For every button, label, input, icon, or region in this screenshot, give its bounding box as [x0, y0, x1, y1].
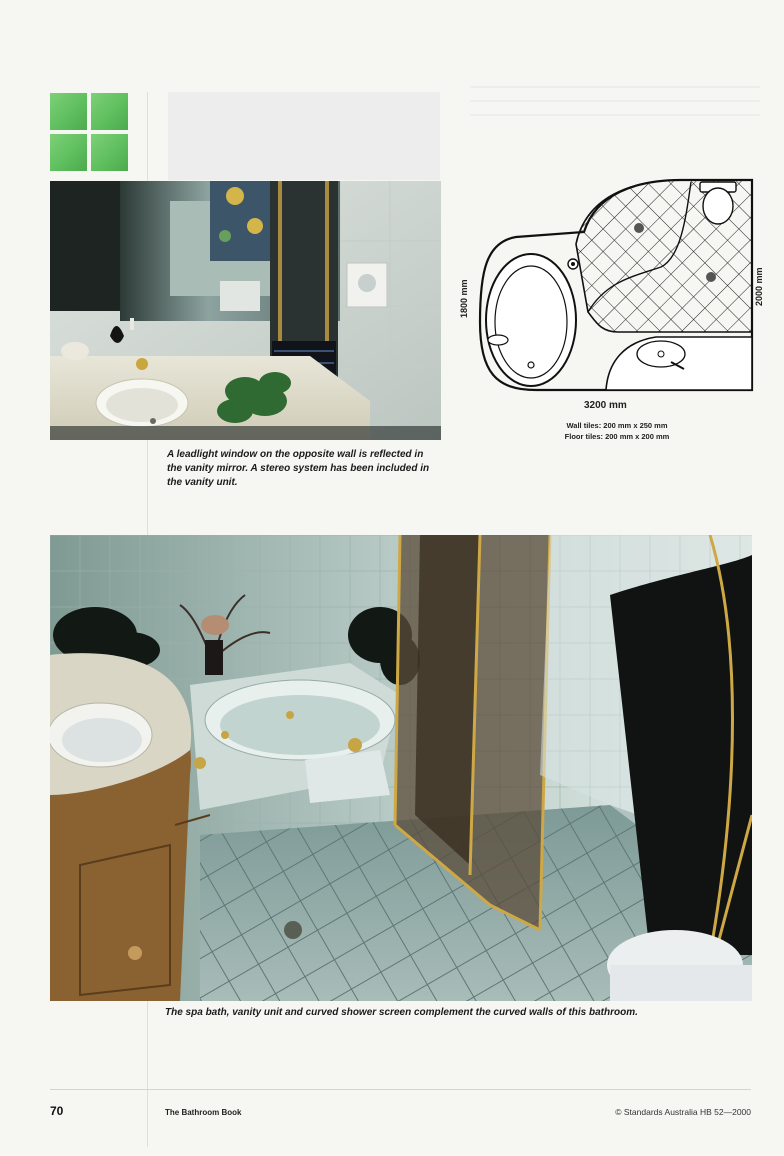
logo-square	[91, 134, 128, 171]
plan-left-depth-label: 1800 mm	[459, 279, 469, 318]
logo-square	[50, 93, 87, 130]
footer-divider	[50, 1089, 751, 1090]
floor-plan-drawing	[456, 172, 776, 412]
plan-right-depth-label: 2000 mm	[754, 267, 764, 306]
bathroom-photo-illustration	[50, 535, 752, 1001]
logo-square	[91, 93, 128, 130]
wall-tiles-spec: Wall tiles: 200 mm x 250 mm	[566, 421, 668, 430]
logo-square	[50, 134, 87, 171]
bleed-through-panel	[168, 92, 440, 180]
vanity-photo-caption: A leadlight window on the opposite wall is reflected in the vanity mirror. A stereo system has been included in the vanity unit.	[167, 449, 430, 488]
plan-width-label: 3200 mm	[584, 400, 627, 411]
bleed-through-text	[470, 86, 760, 116]
green-squares-logo	[50, 93, 130, 173]
book-title: The Bathroom Book	[165, 1108, 242, 1117]
bathroom-photo-caption: The spa bath, vanity unit and curved shower screen complement the curved walls of this bathroom.	[165, 1007, 638, 1018]
bathroom-photo	[50, 535, 752, 1001]
tile-specs	[540, 420, 694, 442]
page-number: 70	[50, 1104, 64, 1118]
floor-tiles-spec: Floor tiles: 200 mm x 200 mm	[564, 432, 670, 441]
copyright-notice: © Standards Australia HB 52—2000	[615, 1107, 751, 1117]
vanity-photo	[50, 181, 441, 440]
floor-plan-diagram	[456, 172, 776, 412]
vanity-photo-illustration	[50, 181, 441, 440]
